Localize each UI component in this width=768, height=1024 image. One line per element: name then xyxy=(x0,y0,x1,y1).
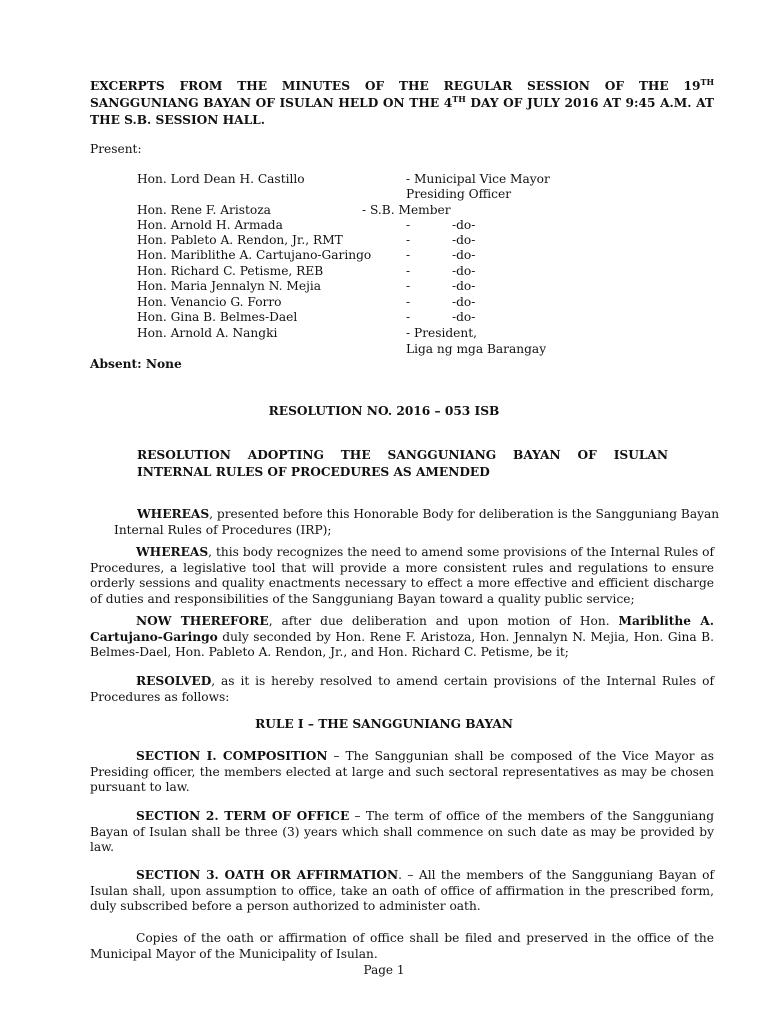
whereas-paragraph-2 xyxy=(90,545,714,607)
resolution-title: RESOLUTION ADOPTING THE SANGGUNIANG BAYAN OF ISULAN INTERNAL RULES OF PROCEDURES AS AMENDED xyxy=(137,448,668,479)
attendee-role: -do- xyxy=(452,218,476,232)
page-number: Page 1 xyxy=(363,963,405,977)
attendee-role: - Municipal Vice Mayor xyxy=(406,172,550,186)
attendee-role: -do- xyxy=(452,279,476,293)
attendee-role: - President, xyxy=(406,326,478,340)
mover-name: Mariblithe A. Cartujano-Garingo xyxy=(90,614,714,644)
resolved-lead: RESOLVED xyxy=(136,674,212,688)
minutes-heading: EXCERPTS FROM THE MINUTES OF THE REGULAR SESSION OF THE 19TH SANGGUNIANG BAYAN OF ISULAN HELD ON THE 4TH DAY OF JULY 2016 AT 9:45 A.M. AT THE S.B. SESSION HALL. xyxy=(90,76,714,127)
copies-text: Copies of the oath or affirmation of office shall be filed and preserved in the office of the Municipal Mayor of the Municipality of Isulan. xyxy=(90,931,714,961)
section-1-lead: SECTION I. COMPOSITION xyxy=(136,749,328,763)
whereas-paragraph-1 xyxy=(137,507,719,521)
section-3-lead: SECTION 3. OATH OR AFFIRMATION xyxy=(136,868,399,882)
attendee-dash: - xyxy=(406,218,411,232)
attendee-role: -do- xyxy=(452,295,476,309)
whereas-text: , this body recognizes the need to amend some provisions of the Internal Rules of Procedures, a legislative tool that will provide a more consistent rules and regulations to ensure orderly sessions and quality enactments necessary to effect a more effective and efficient discharge of duties and responsibilities of the Sangguniang Bayan toward a quality public service; xyxy=(90,545,714,606)
attendee-role: - S.B. Member xyxy=(362,203,451,217)
attendee-role: -do- xyxy=(452,264,476,278)
section-3-paragraph xyxy=(90,868,714,915)
section-2-text: – The term of office of the members of the Sangguniang Bayan of Isulan shall be three (3) years which shall commence on such date as may be provided by law. xyxy=(90,809,714,854)
copies-paragraph xyxy=(90,931,714,962)
attendee-name: Hon. Arnold A. Nangki xyxy=(137,326,278,340)
resolved-text: , as it is hereby resolved to amend certain provisions of the Internal Rules of Procedures as follows: xyxy=(90,674,714,704)
attendee-name: Hon. Lord Dean H. Castillo xyxy=(137,172,305,186)
attendee-role-line2: Presiding Officer xyxy=(406,187,512,201)
attendee-dash: - xyxy=(406,295,411,309)
attendee-dash: - xyxy=(406,279,411,293)
resolution-number: RESOLUTION NO. 2016 – 053 ISB xyxy=(268,404,500,418)
attendee-name: Hon. Rene F. Aristoza xyxy=(137,203,271,217)
section-2-lead: SECTION 2. TERM OF OFFICE xyxy=(136,809,350,823)
attendee-name: Hon. Richard C. Petisme, REB xyxy=(137,264,324,278)
attendee-role: -do- xyxy=(452,310,476,324)
present-label: Present: xyxy=(90,142,142,156)
attendee-name: Hon. Maria Jennalyn N. Mejia xyxy=(137,279,322,293)
section-1-paragraph xyxy=(90,749,714,796)
attendee-dash: - xyxy=(406,248,411,262)
whereas-lead: WHEREAS xyxy=(136,545,209,559)
whereas-text: , presented before this Honorable Body for deliberation is the Sangguniang Bayan xyxy=(209,507,720,521)
section-3-text: . – All the members of the Sangguniang Bayan of Isulan shall, upon assumption to office, take an oath of office of affirmation in the prescribed form, duly subscribed before a person authorized to administer oath. xyxy=(90,868,714,913)
now-therefore-text-2: duly seconded by Hon. Rene F. Aristoza, Hon. Jennalyn N. Mejia, Hon. Gina B. Belmes-Dael, Hon. Pableto A. Rendon, Jr., and Hon. Richard C. Petisme, be it; xyxy=(90,629,714,659)
whereas-lead: WHEREAS xyxy=(137,507,210,521)
attendee-dash: - xyxy=(406,264,411,278)
attendee-name: Hon. Mariblithe A. Cartujano-Garingo xyxy=(137,248,372,262)
section-1-text: – The Sanggunian shall be composed of the Vice Mayor as Presiding officer, the members elected at large and such sectoral representatives as may be chosen pursuant to law. xyxy=(90,749,714,794)
resolved-paragraph xyxy=(90,674,714,705)
now-therefore-paragraph xyxy=(90,614,714,661)
attendee-name: Hon. Gina B. Belmes-Dael xyxy=(137,310,298,324)
attendee-dash: - xyxy=(406,310,411,324)
rule-heading: RULE I – THE SANGGUNIANG BAYAN xyxy=(255,717,513,731)
absent-line: Absent: None xyxy=(90,357,182,371)
now-therefore-lead: NOW THEREFORE xyxy=(136,614,269,628)
attendee-name: Hon. Venancio G. Forro xyxy=(137,295,282,309)
attendee-role-line2: Liga ng mga Barangay xyxy=(406,342,547,356)
attendee-role: -do- xyxy=(452,248,476,262)
attendee-dash: - xyxy=(406,233,411,247)
attendee-name: Hon. Arnold H. Armada xyxy=(137,218,283,232)
now-therefore-text: , after due deliberation and upon motion of Hon. xyxy=(268,614,619,628)
section-2-paragraph xyxy=(90,809,714,856)
attendee-role: -do- xyxy=(452,233,476,247)
whereas-paragraph-1-cont: Internal Rules of Procedures (IRP); xyxy=(114,523,332,537)
attendee-name: Hon. Pableto A. Rendon, Jr., RMT xyxy=(137,233,343,247)
